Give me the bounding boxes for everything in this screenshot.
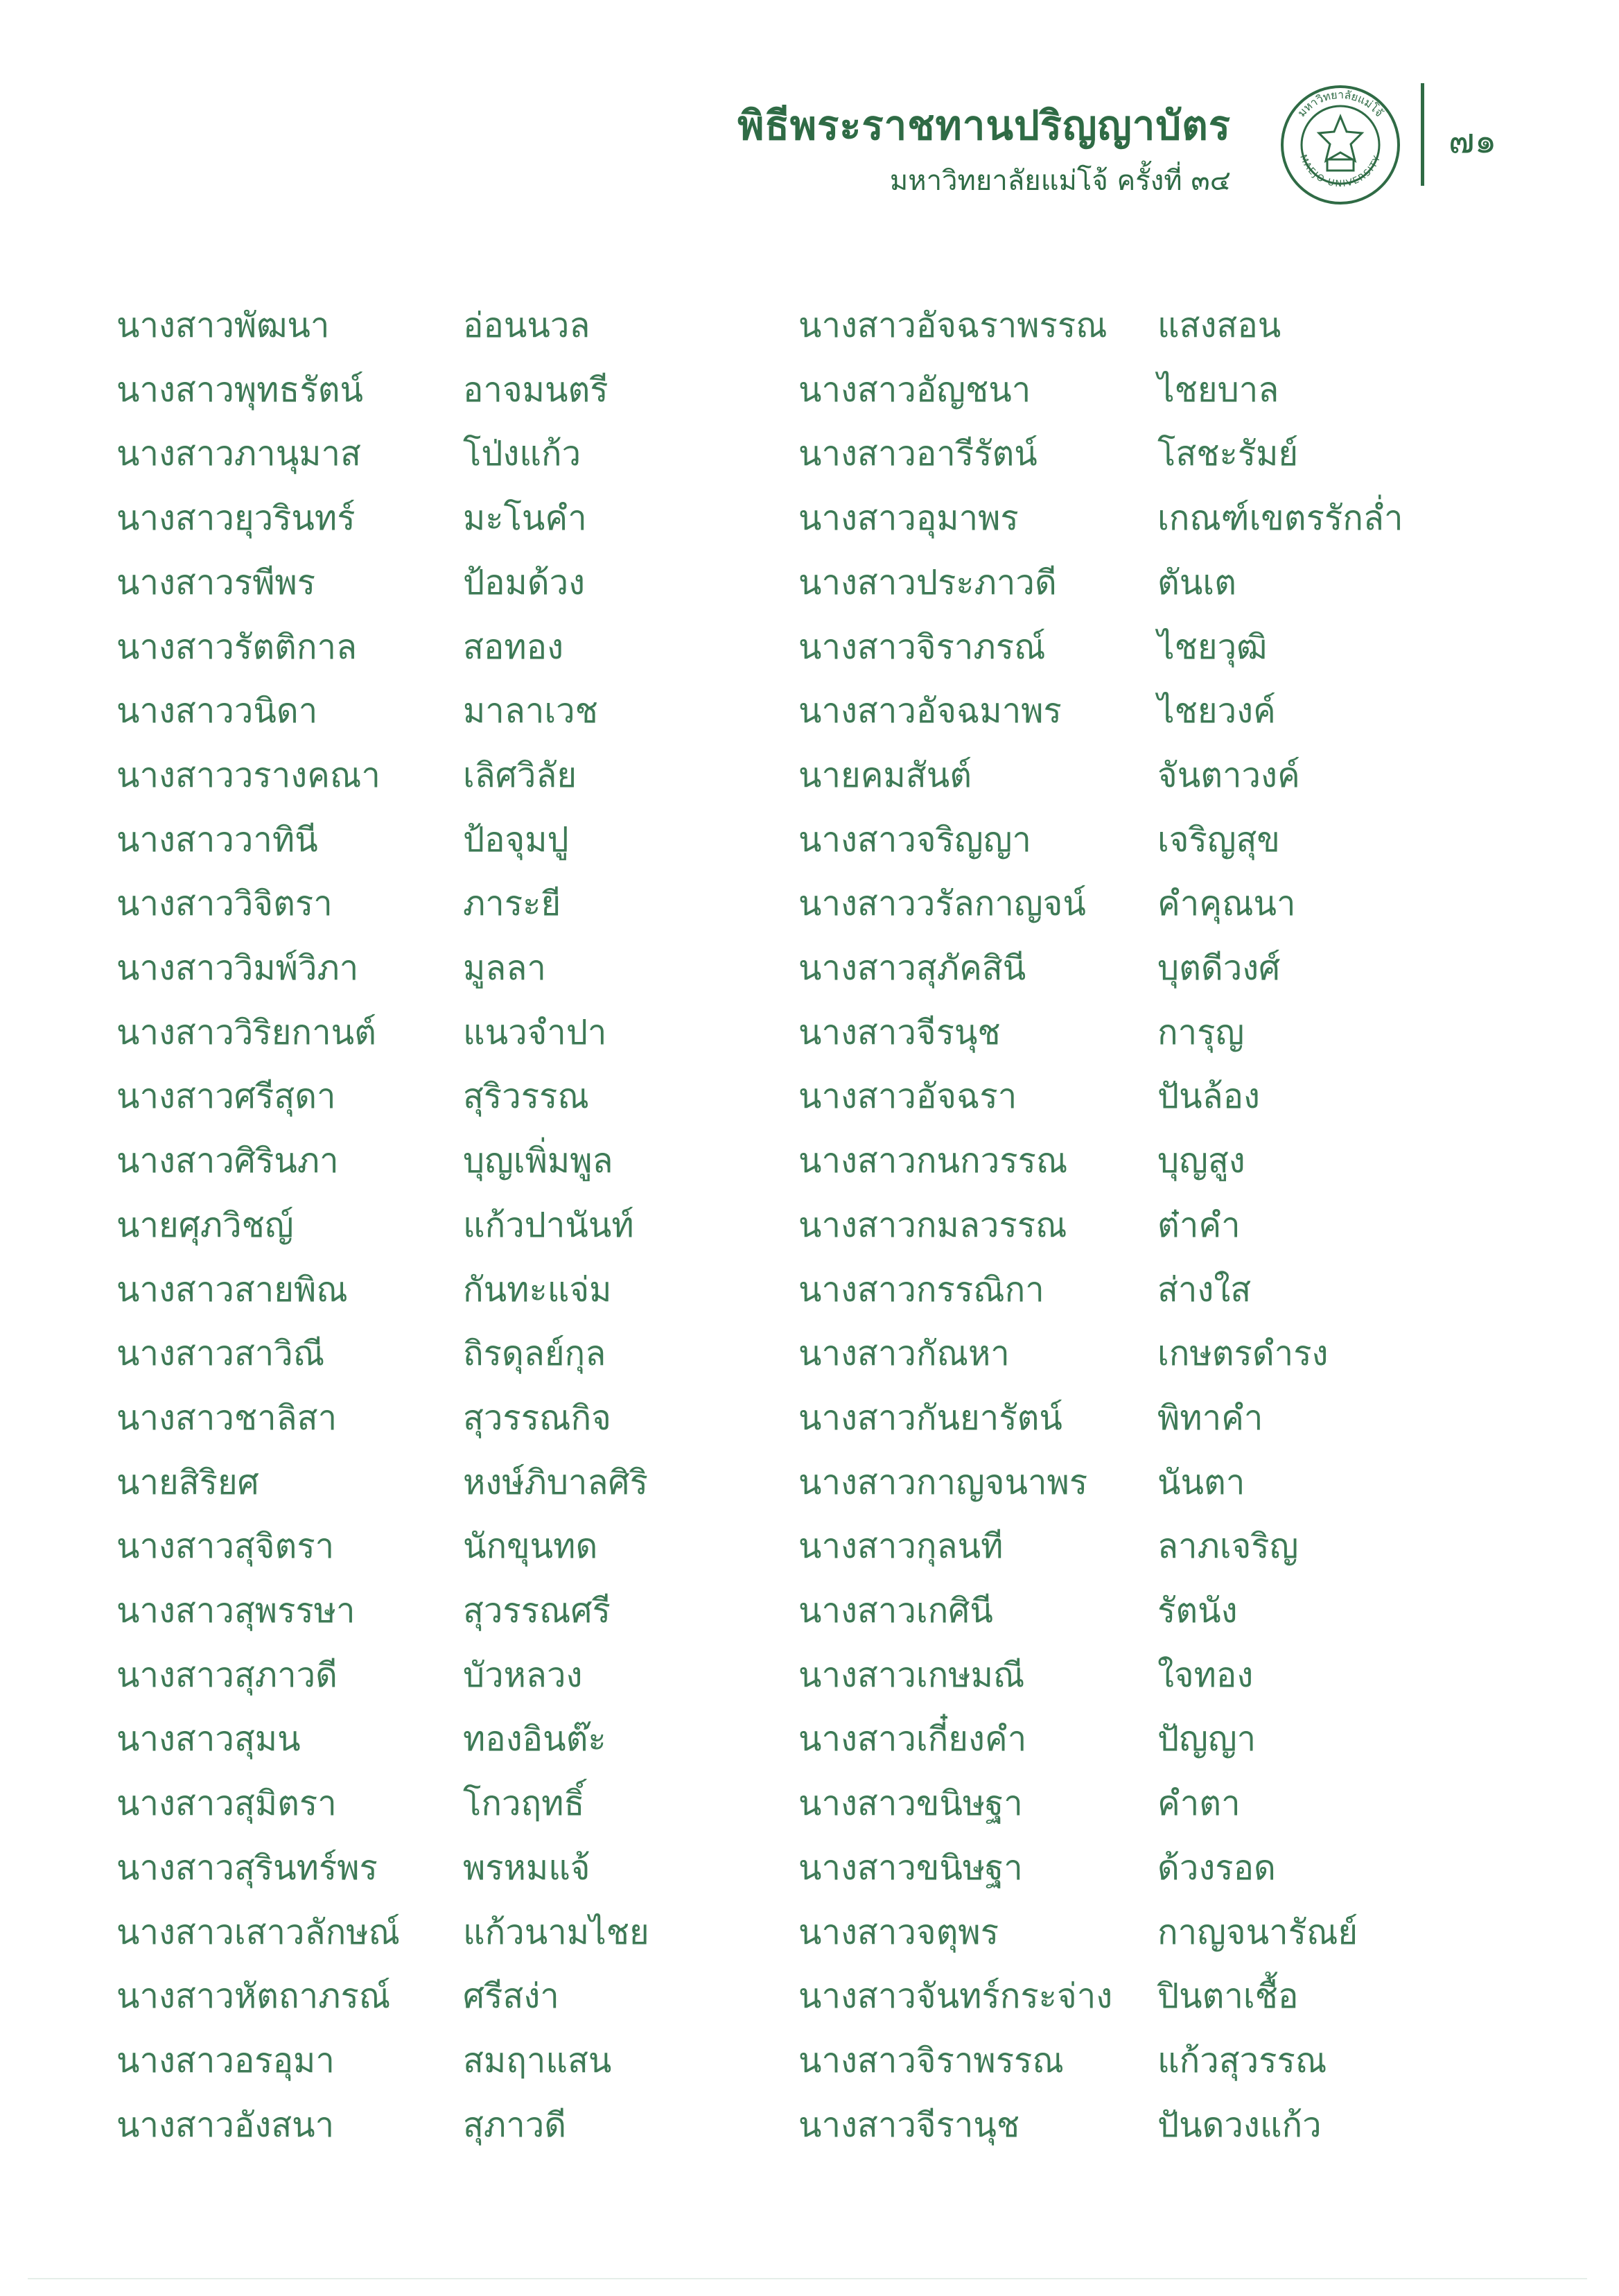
first-name-left: นางสาววิริยกานต์ xyxy=(116,1013,376,1052)
last-name-left: มะโนคำ xyxy=(463,498,587,538)
university-subtitle: มหาวิทยาลัยแม่โจ้ ครั้งที่ ๓๔ xyxy=(889,165,1231,197)
first-name-left: นางสาวรพีพร xyxy=(116,563,316,602)
university-seal-logo xyxy=(1279,83,1402,207)
name-row xyxy=(0,1455,1619,1511)
svg-text:MAEJO UNIVERSITY: MAEJO UNIVERSITY xyxy=(1297,153,1383,190)
name-row xyxy=(0,1648,1619,1703)
last-name-right: ปัญญา xyxy=(1157,1719,1257,1759)
first-name-left: นางสาวสุพรรษา xyxy=(116,1591,356,1630)
first-name-right: นางสาวจริญญา xyxy=(798,820,1031,860)
last-name-right: ด้วงรอด xyxy=(1157,1848,1276,1888)
last-name-left: ถิรดุลย์กุล xyxy=(463,1334,606,1373)
first-name-right: นางสาวจีรนุช xyxy=(798,1013,1001,1052)
last-name-left: ป้อจุมปู xyxy=(463,820,569,860)
first-name-left: นางสาววิมพ์วิภา xyxy=(116,948,359,988)
first-name-right: นางสาวอัจฉราพรรณ xyxy=(798,306,1108,345)
last-name-left: อาจมนตรี xyxy=(463,370,609,410)
last-name-left: นักขุนทด xyxy=(463,1527,598,1566)
last-name-left: สุริวรรณ xyxy=(463,1077,589,1116)
first-name-right: นางสาวเกศินี xyxy=(798,1591,993,1630)
last-name-right: พิทาคำ xyxy=(1157,1398,1263,1438)
first-name-left: นางสาวรัตติกาล xyxy=(116,627,358,667)
name-row xyxy=(0,1519,1619,1574)
first-name-right: นางสาวอัญชนา xyxy=(798,370,1031,410)
first-name-left: นายสิริยศ xyxy=(116,1463,259,1502)
name-row xyxy=(0,876,1619,932)
last-name-right: ไชยวุฒิ xyxy=(1157,627,1268,667)
last-name-right: คำตา xyxy=(1157,1784,1241,1823)
page-header xyxy=(0,83,1619,222)
last-name-right: ปินตาเชื้อ xyxy=(1157,1976,1299,2016)
last-name-right: ส่างใส xyxy=(1157,1270,1252,1310)
last-name-right: การุญ xyxy=(1157,1013,1245,1052)
first-name-right: นางสาวจีรานุช xyxy=(798,2105,1020,2145)
last-name-left: บัวหลวง xyxy=(463,1655,583,1695)
first-name-right: นางสาวขนิษฐา xyxy=(798,1848,1023,1888)
last-name-right: ไชยวงค์ xyxy=(1157,691,1276,731)
first-name-left: นางสาวยุวรินทร์ xyxy=(116,498,356,538)
name-row xyxy=(0,1712,1619,1767)
last-name-right: กาญจนารัณย์ xyxy=(1157,1913,1358,1952)
name-row xyxy=(0,1841,1619,1896)
header-divider xyxy=(1421,83,1424,186)
last-name-left: เลิศวิลัย xyxy=(463,756,577,795)
first-name-left: นางสาวสาวิณี xyxy=(116,1334,325,1373)
first-name-right: นางสาวอุมาพร xyxy=(798,498,1019,538)
name-row xyxy=(0,1905,1619,1960)
last-name-left: ศรีสง่า xyxy=(463,1976,559,2016)
last-name-right: ปันล้อง xyxy=(1157,1077,1260,1116)
last-name-left: แก้วปานันท์ xyxy=(463,1206,634,1245)
first-name-left: นางสาวศรีสุดา xyxy=(116,1077,336,1116)
last-name-right: แสงสอน xyxy=(1157,306,1281,345)
last-name-left: ทองอินต๊ะ xyxy=(463,1719,606,1759)
name-row xyxy=(0,363,1619,418)
first-name-left: นางสาววรางคณา xyxy=(116,756,380,795)
name-row xyxy=(0,1198,1619,1253)
first-name-right: นางสาวจตุพร xyxy=(798,1913,999,1952)
first-name-left: นางสาวภานุมาส xyxy=(116,434,361,473)
last-name-right: ลาภเจริญ xyxy=(1157,1527,1299,1566)
last-name-right: บุตดีวงศ์ xyxy=(1157,948,1281,988)
last-name-right: ใจทอง xyxy=(1157,1655,1254,1695)
last-name-right: รัตนัง xyxy=(1157,1591,1238,1630)
name-row xyxy=(0,1262,1619,1318)
first-name-left: นางสาวสุรินทร์พร xyxy=(116,1848,378,1888)
name-row xyxy=(0,1069,1619,1124)
last-name-right: คำคุณนา xyxy=(1157,884,1296,923)
bottom-rule xyxy=(28,2278,1587,2279)
first-name-left: นางสาวอรอุมา xyxy=(116,2041,335,2080)
last-name-right: ไชยบาล xyxy=(1157,370,1279,410)
last-name-right: ตันเต xyxy=(1157,563,1236,602)
last-name-left: บุญเพิ่มพูล xyxy=(463,1141,613,1181)
first-name-left: นางสาวพัฒนา xyxy=(116,306,330,345)
name-row xyxy=(0,812,1619,868)
svg-text:มหาวิทยาลัยแม่โจ้: มหาวิทยาลัยแม่โจ้ xyxy=(1295,87,1386,120)
name-row xyxy=(0,298,1619,354)
last-name-left: ป้อมด้วง xyxy=(463,563,586,602)
name-row xyxy=(0,1969,1619,2024)
first-name-left: นางสาววาทินี xyxy=(116,820,318,860)
first-name-right: นายคมสันต์ xyxy=(798,756,972,795)
name-row xyxy=(0,555,1619,611)
first-name-right: นางสาวกุลนที xyxy=(798,1527,1004,1566)
last-name-left: แก้วนามไชย xyxy=(463,1913,649,1952)
last-name-left: แนวจำปา xyxy=(463,1013,607,1052)
last-name-right: ปันดวงแก้ว xyxy=(1157,2105,1322,2145)
name-row xyxy=(0,1776,1619,1832)
last-name-left: โป่งแก้ว xyxy=(463,434,581,473)
name-row xyxy=(0,1391,1619,1446)
last-name-right: เกณฑ์เขตรรักล่ำ xyxy=(1157,498,1403,538)
last-name-left: สมฤาแสน xyxy=(463,2041,612,2080)
last-name-left: สุวรรณกิจ xyxy=(463,1398,611,1438)
name-row xyxy=(0,1133,1619,1189)
last-name-left: หงษ์ภิบาลศิริ xyxy=(463,1463,648,1502)
name-row xyxy=(0,426,1619,482)
last-name-right: เกษตรดำรง xyxy=(1157,1334,1329,1373)
last-name-left: มาลาเวช xyxy=(463,691,598,731)
name-row xyxy=(0,2098,1619,2153)
name-row xyxy=(0,1326,1619,1382)
last-name-right: แก้วสุวรรณ xyxy=(1157,2041,1327,2080)
first-name-left: นางสาวสุภาวดี xyxy=(116,1655,338,1695)
page-number: ๗๑ xyxy=(1449,121,1497,161)
first-name-right: นางสาวจิราภรณ์ xyxy=(798,627,1046,667)
first-name-right: นางสาวจันทร์กระจ่าง xyxy=(798,1976,1113,2016)
last-name-left: สุวรรณศรี xyxy=(463,1591,611,1630)
first-name-left: นางสาวพุทธรัตน์ xyxy=(116,370,364,410)
last-name-left: อ่อนนวล xyxy=(463,306,590,345)
first-name-left: นายศุภวิชญ์ xyxy=(116,1206,294,1245)
name-row xyxy=(0,1005,1619,1061)
name-row xyxy=(0,941,1619,996)
last-name-right: จันตาวงค์ xyxy=(1157,756,1300,795)
name-row xyxy=(0,684,1619,739)
first-name-right: นางสาวเกษมณี xyxy=(798,1655,1025,1695)
first-name-left: นางสาวอังสนา xyxy=(116,2105,335,2145)
first-name-left: นางสาววนิดา xyxy=(116,691,318,731)
first-name-right: นางสาวกนกวรรณ xyxy=(798,1141,1068,1181)
first-name-right: นางสาวกาญจนาพร xyxy=(798,1463,1088,1502)
first-name-left: นางสาวศิรินภา xyxy=(116,1141,339,1181)
last-name-left: พรหมแจ้ xyxy=(463,1848,590,1888)
last-name-left: มูลลา xyxy=(463,948,546,988)
first-name-right: นางสาวกันยารัตน์ xyxy=(798,1398,1062,1438)
first-name-right: นางสาวอัจฉรา xyxy=(798,1077,1017,1116)
last-name-right: ต๋าคำ xyxy=(1157,1206,1241,1245)
ceremony-title: พิธีพระราชทานปริญญาบัตร xyxy=(737,102,1231,149)
last-name-left: โกวฤทธิ์ xyxy=(463,1784,585,1823)
first-name-right: นางสาวอารีรัตน์ xyxy=(798,434,1038,473)
last-name-right: นันตา xyxy=(1157,1463,1245,1502)
last-name-right: บุญสูง xyxy=(1157,1141,1245,1181)
last-name-right: เจริญสุข xyxy=(1157,820,1280,860)
first-name-right: นางสาวอัจฉมาพร xyxy=(798,691,1062,731)
first-name-left: นางสาวสุจิตรา xyxy=(116,1527,335,1566)
first-name-left: นางสาวสายพิณ xyxy=(116,1270,348,1310)
first-name-left: นางสาวชาลิสา xyxy=(116,1398,338,1438)
name-row xyxy=(0,1583,1619,1639)
name-row xyxy=(0,620,1619,675)
last-name-right: โสชะรัมย์ xyxy=(1157,434,1299,473)
name-row xyxy=(0,491,1619,546)
first-name-right: นางสาววรัลกาญจน์ xyxy=(798,884,1086,923)
first-name-right: นางสาวประภาวดี xyxy=(798,563,1057,602)
first-name-left: นางสาววิจิตรา xyxy=(116,884,333,923)
name-row xyxy=(0,2033,1619,2089)
last-name-left: สุภาวดี xyxy=(463,2105,567,2145)
first-name-right: นางสาวกัณหา xyxy=(798,1334,1010,1373)
name-row xyxy=(0,748,1619,803)
first-name-right: นางสาวเกี๋ยงคำ xyxy=(798,1719,1027,1759)
first-name-right: นางสาวกรรณิกา xyxy=(798,1270,1044,1310)
first-name-right: นางสาวขนิษฐา xyxy=(798,1784,1023,1823)
first-name-left: นางสาวเสาวลักษณ์ xyxy=(116,1913,401,1952)
last-name-left: สอทอง xyxy=(463,627,563,667)
last-name-left: ภาระยี xyxy=(463,884,561,923)
first-name-left: นางสาวหัตถาภรณ์ xyxy=(116,1976,391,2016)
first-name-right: นางสาวสุภัคสินี xyxy=(798,948,1026,988)
first-name-left: นางสาวสุมน xyxy=(116,1719,301,1759)
last-name-left: กันทะแจ่ม xyxy=(463,1270,612,1310)
first-name-left: นางสาวสุมิตรา xyxy=(116,1784,337,1823)
first-name-right: นางสาวจิราพรรณ xyxy=(798,2041,1064,2080)
first-name-right: นางสาวกมลวรรณ xyxy=(798,1206,1067,1245)
